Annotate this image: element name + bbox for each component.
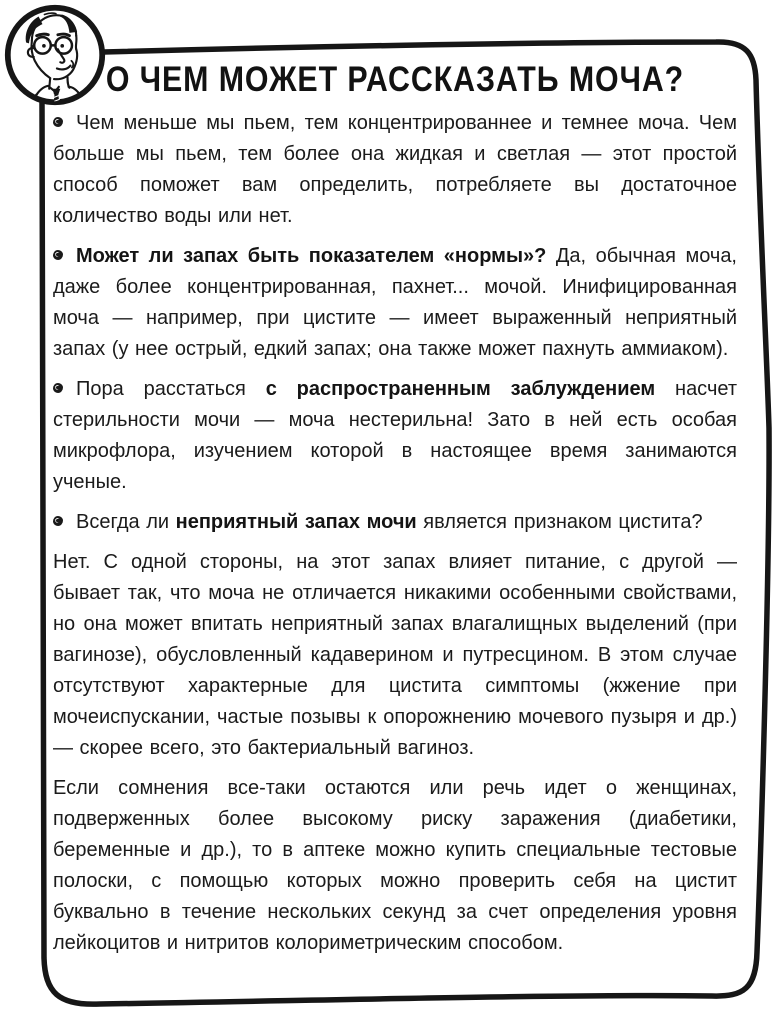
page-title: О ЧЕМ МОЖЕТ РАССКАЗАТЬ МОЧА? <box>105 58 685 99</box>
paragraph <box>53 241 737 365</box>
bold-text-segment: Может ли запах быть показателем «нормы»? <box>76 245 556 267</box>
bold-text-segment: неприятный запах мочи <box>175 511 417 533</box>
text-segment: является признаком цистита? <box>416 511 703 533</box>
bullet-icon <box>53 250 63 260</box>
text-segment: Пора расстаться <box>76 378 266 400</box>
panel-content <box>53 56 737 968</box>
paragraph <box>53 507 737 538</box>
paragraph <box>53 547 737 764</box>
text-segment: Чем меньше мы пьем, тем концентрированнее и темнее моча. Чем больше мы пьем, тем более она жидкая и светлая — этот простой способ поможет вам определить, потребляете вы достаточное количество воды или нет. <box>53 112 737 227</box>
paragraph <box>53 374 737 498</box>
text-segment: Всегда ли <box>76 511 176 533</box>
bullet-icon <box>53 117 63 127</box>
text-segment: Если сомнения все-таки остаются или речь идет о женщинах, подверженных более высокому риску заражения (диабетики, беременные и др.), то в аптеке можно купить специальные тестовые полоски, с помощью которых можно проверить себя на цистит буквально в течение нескольких секунд за счет определения уровня лейкоцитов и нитритов колориметрическим способом. <box>53 777 737 954</box>
text-segment: насчет стерильности мочи — моча нестерильна! Зато в ней есть особая микрофлора, изучением которой в настоящее время занимаются ученые. <box>53 378 738 493</box>
paragraph <box>53 108 737 232</box>
text-segment: Да, обычная моча, даже более концентрированная, пахнет... мочой. Инифицированная моча — например, при цистите — имеет выраженный неприятный запах (у нее острый, едкий запах; она также может пахнуть аммиаком). <box>53 245 737 360</box>
bold-text-segment: с распространенным заблуждением <box>265 378 656 400</box>
text-segment: Нет. С одной стороны, на этот запах влияет питание, с другой — бывает так, что моча не отличается никакими особенными свойствами, но она может впитать неприятный запах влагалищных выделений (при вагинозе), обусловленный кадаверином и путресцином. В этом случае отсутствуют характерные для цистита симптомы (жжение при мочеиспускании, частые позывы к опорожнению мочевого пузыря и др.) — скорее всего, это бактериальный вагиноз. <box>53 551 737 759</box>
bullet-icon <box>53 383 63 393</box>
paragraph <box>53 773 737 959</box>
bullet-icon <box>53 516 63 526</box>
paragraphs <box>53 108 737 959</box>
